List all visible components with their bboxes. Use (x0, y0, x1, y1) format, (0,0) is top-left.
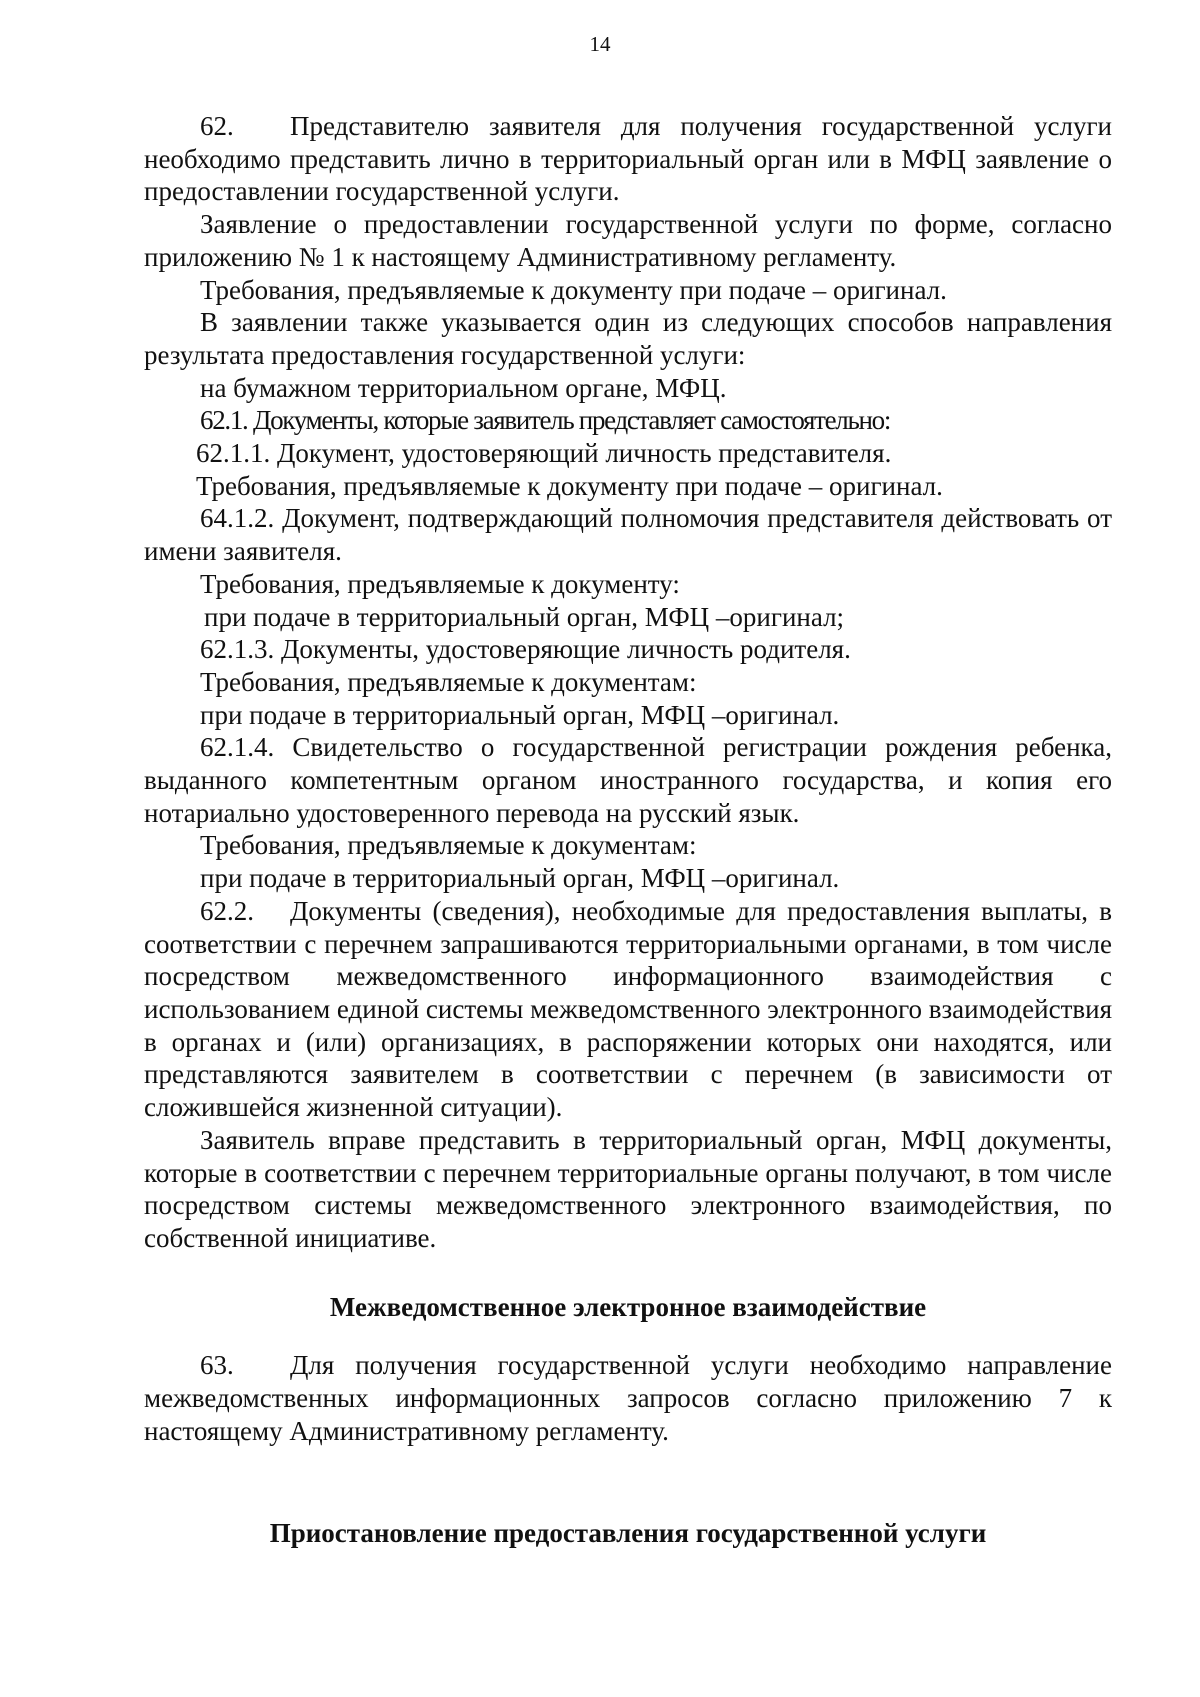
paragraph-submission-2: при подаче в территориальный орган, МФЦ –оригинал. (200, 699, 840, 730)
paragraph-requirements-1: Требования, предъявляемые к документу при подаче – оригинал. (200, 274, 947, 305)
paragraph-requirements-3: Требования, предъявляемые к документу: (200, 568, 680, 599)
paragraph-62-1-3: 62.1.3. Документы, удостоверяющие личность родителя. (200, 634, 851, 665)
paragraph-64-1-2: 64.1.2. Документ, подтверждающий полномочия представителя действовать от имени заявителя. (144, 503, 1112, 567)
paragraph-result-method: В заявлении также указывается один из следующих способов направления результата предоставления государственной услуги: (144, 307, 1112, 370)
paragraph-requirements-4: Требования, предъявляемые к документам: (200, 666, 697, 697)
paragraph-62-1: 62.1. Документы, которые заявитель представляет самостоятельно: (200, 405, 891, 436)
paragraph-62 (144, 110, 1112, 208)
paragraph-submission-3: при подаче в территориальный орган, МФЦ –оригинал. (200, 863, 840, 894)
paragraph-text: Представителю заявителя для получения государственной услуги необходимо представить лично в территориальный орган или в МФЦ заявление о предоставлении государственной услуги. (144, 111, 1112, 207)
paragraph-requirements-2: Требования, предъявляемые к документу при подаче – оригинал. (196, 470, 943, 501)
paragraph-62-1-4: 62.1.4. Свидетельство о государственной регистрации рождения ребенка, выданного компетентным органом иностранного государства, и копия его нотариально удостоверенного перевода на русский язык. (144, 732, 1112, 828)
paragraph-text: Для получения государственной услуги необходимо направление межведомственных информационных запросов согласно приложению 7 к настоящему Административному регламенту. (144, 1350, 1112, 1446)
clause-number: 62. (200, 111, 234, 141)
clause-number: 63. (200, 1350, 234, 1381)
document-body (144, 110, 1112, 1550)
paragraph-submission-1: при подаче в территориальный орган, МФЦ –оригинал; (204, 601, 845, 632)
paragraph-paper-option: на бумажном территориальном органе, МФЦ. (200, 372, 727, 403)
page-number: 14 (589, 32, 611, 56)
paragraph-62-2 (144, 895, 1112, 1124)
paragraph-text: Документы (сведения), необходимые для предоставления выплаты, в соответствии с перечнем запрашиваются территориальными органами, в том числе посредством межведомственного информационного взаимодействия с использованием единой системы межведомственного электронного взаимодействия в органах и (или) организациях, в распоряжении которых они находятся, или представляются заявителем в соответствии с перечнем (в зависимости от сложившейся жизненной ситуации). (144, 895, 1112, 1123)
section-heading-suspension: Приостановление предоставления государственной услуги (269, 1518, 987, 1549)
paragraph-applicant-right: Заявитель вправе представить в территориальный орган, МФЦ документы, которые в соответствии с перечнем территориальные органы получают, в том числе посредством системы межведомственного электронного взаимодействия, по собственной инициативе. (144, 1124, 1112, 1253)
paragraph-requirements-5: Требования, предъявляемые к документам: (200, 830, 697, 861)
paragraph-63 (144, 1349, 1112, 1447)
paragraph-application-form: Заявление о предоставлении государственной услуги по форме, согласно приложению № 1 к настоящему Административному регламенту. (144, 209, 1112, 272)
section-heading-interagency: Межведомственное электронное взаимодействие (329, 1291, 927, 1322)
paragraph-62-1-1: 62.1.1. Документ, удостоверяющий личность представителя. (196, 438, 892, 469)
clause-number: 62.2. (200, 895, 254, 926)
